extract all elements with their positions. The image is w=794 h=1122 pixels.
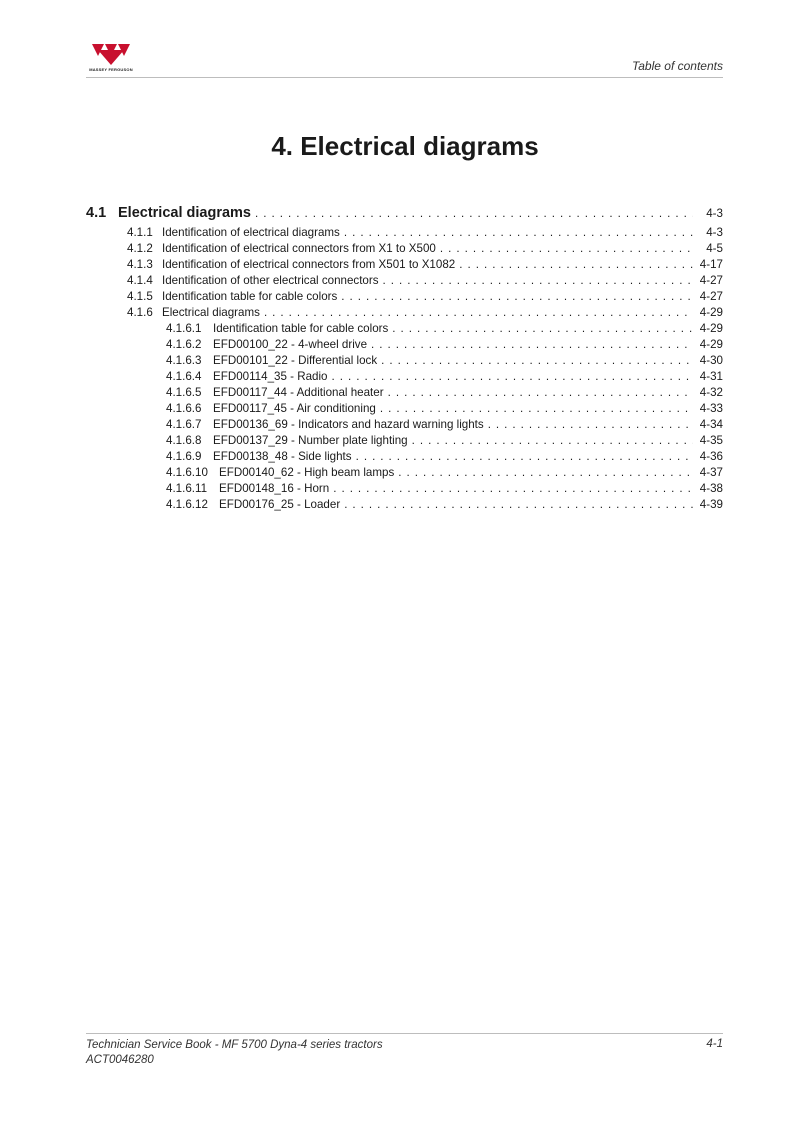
toc-entry-page: 4-36 <box>699 450 723 463</box>
toc-entry-title: EFD00101_22 - Differential lock <box>213 354 378 367</box>
toc-dot-leader <box>380 402 693 415</box>
toc-dot-leader <box>459 258 693 271</box>
toc-entry[interactable] <box>86 354 723 370</box>
toc-entry-title: EFD00148_16 - Horn <box>219 482 330 495</box>
toc-entry[interactable] <box>86 290 723 306</box>
toc-entry[interactable] <box>86 498 723 514</box>
toc-entry-page: 4-32 <box>699 386 723 399</box>
toc-entry-title: EFD00136_69 - Indicators and hazard warning lights <box>213 418 484 431</box>
toc-entry-title: EFD00138_48 - Side lights <box>213 450 352 463</box>
toc-dot-leader <box>333 482 693 495</box>
triple-triangle-logo-icon <box>84 40 138 66</box>
toc-entry-page: 4-3 <box>706 226 723 239</box>
toc-entry-number: 4.1.6.8 <box>166 434 202 447</box>
toc-entry-page: 4-29 <box>699 306 723 319</box>
toc-entry-page: 4-39 <box>699 498 723 511</box>
toc-entry-title: Electrical diagrams <box>162 306 260 319</box>
toc-entry-page: 4-27 <box>699 290 723 303</box>
header-divider <box>86 77 723 78</box>
toc-entry-title: Identification of other electrical connectors <box>162 274 379 287</box>
toc-entry-number: 4.1.6.9 <box>166 450 202 463</box>
toc-dot-leader <box>264 306 693 319</box>
toc-dot-leader <box>440 242 693 255</box>
toc-dot-leader <box>255 205 693 221</box>
toc-dot-leader <box>398 466 693 479</box>
footer-doc-code: ACT0046280 <box>86 1054 154 1066</box>
toc-dot-leader <box>412 434 693 447</box>
toc-entry-number: 4.1.5 <box>127 290 153 303</box>
toc-entry[interactable] <box>86 306 723 322</box>
toc-entry-page: 4-31 <box>699 370 723 383</box>
toc-dot-leader <box>488 418 693 431</box>
toc-entry-number: 4.1 <box>86 205 107 221</box>
toc-entry-number: 4.1.4 <box>127 274 153 287</box>
toc-entry[interactable] <box>86 466 723 482</box>
toc-dot-leader <box>344 226 693 239</box>
toc-entry-title: EFD00100_22 - 4-wheel drive <box>213 338 368 351</box>
toc-entry-page: 4-29 <box>699 338 723 351</box>
toc-entry[interactable] <box>86 226 723 242</box>
toc-entry-number: 4.1.6.1 <box>166 322 202 335</box>
toc-dot-leader <box>383 274 693 287</box>
toc-dot-leader <box>341 290 693 303</box>
toc-entry-title: EFD00117_45 - Air conditioning <box>213 402 376 415</box>
logo-text: MASSEY FERGUSON <box>89 67 133 72</box>
toc-entry-page: 4-30 <box>699 354 723 367</box>
toc-entry-title: EFD00114_35 - Radio <box>213 370 328 383</box>
toc-entry-title: Electrical diagrams <box>118 205 251 221</box>
toc-entry-number: 4.1.6 <box>127 306 153 319</box>
toc-entry[interactable] <box>86 482 723 498</box>
toc-entry-number: 4.1.6.7 <box>166 418 202 431</box>
toc-entry[interactable] <box>86 418 723 434</box>
toc-entry-page: 4-37 <box>699 466 723 479</box>
toc-entry-page: 4-3 <box>706 207 723 220</box>
toc-entry-number: 4.1.6.6 <box>166 402 202 415</box>
toc-entry-number: 4.1.6.2 <box>166 338 202 351</box>
massey-ferguson-logo <box>84 40 138 74</box>
toc-entry-number: 4.1.6.12 <box>166 498 208 511</box>
toc-entry-title: Identification of electrical connectors from X1 to X500 <box>162 242 436 255</box>
toc-entry[interactable] <box>86 402 723 418</box>
toc-dot-leader <box>356 450 693 463</box>
toc-entry-page: 4-27 <box>699 274 723 287</box>
toc-entry[interactable] <box>86 258 723 274</box>
toc-entry-title: Identification of electrical connectors from X501 to X1082 <box>162 258 456 271</box>
footer-book-title: Technician Service Book - MF 5700 Dyna-4 series tractors <box>86 1039 383 1051</box>
toc-entry-page: 4-34 <box>699 418 723 431</box>
toc-entry-number: 4.1.6.11 <box>166 482 208 495</box>
toc-entry-page: 4-5 <box>706 242 723 255</box>
toc-entry[interactable] <box>86 434 723 450</box>
toc-entry-number: 4.1.1 <box>127 226 153 239</box>
footer-info <box>86 1038 383 1068</box>
toc-dot-leader <box>344 498 693 511</box>
toc-dot-leader <box>381 354 693 367</box>
toc-dot-leader <box>388 386 693 399</box>
toc-entry-page: 4-33 <box>699 402 723 415</box>
toc-entry[interactable] <box>86 338 723 354</box>
toc-entry[interactable] <box>86 205 723 226</box>
footer-divider <box>86 1033 723 1034</box>
toc-entry-title: Identification of electrical diagrams <box>162 226 340 239</box>
toc-entry-page: 4-29 <box>699 322 723 335</box>
chapter-title: 4. Electrical diagrams <box>271 131 539 161</box>
toc-entry-number: 4.1.2 <box>127 242 153 255</box>
toc-entry-number: 4.1.6.10 <box>166 466 208 479</box>
toc-entry[interactable] <box>86 274 723 290</box>
toc-dot-leader <box>392 322 693 335</box>
toc-entry-number: 4.1.6.3 <box>166 354 202 367</box>
header-section-label: Table of contents <box>632 59 723 73</box>
toc-entry[interactable] <box>86 370 723 386</box>
toc-entry-title: EFD00117_44 - Additional heater <box>213 386 384 399</box>
toc-entry-number: 4.1.6.4 <box>166 370 202 383</box>
toc-entry[interactable] <box>86 386 723 402</box>
toc-entry-number: 4.1.3 <box>127 258 153 271</box>
toc-entry-page: 4-17 <box>699 258 723 271</box>
table-of-contents <box>86 205 723 514</box>
toc-entry-title: EFD00176_25 - Loader <box>219 498 341 511</box>
toc-entry-title: EFD00137_29 - Number plate lighting <box>213 434 408 447</box>
toc-entry-number: 4.1.6.5 <box>166 386 202 399</box>
toc-entry[interactable] <box>86 322 723 338</box>
toc-entry-page: 4-38 <box>699 482 723 495</box>
toc-entry-title: Identification table for cable colors <box>213 322 389 335</box>
toc-entry[interactable] <box>86 450 723 466</box>
toc-entry[interactable] <box>86 242 723 258</box>
toc-entry-page: 4-35 <box>699 434 723 447</box>
toc-entry-title: EFD00140_62 - High beam lamps <box>219 466 395 479</box>
toc-dot-leader <box>332 370 693 383</box>
toc-entry-title: Identification table for cable colors <box>162 290 338 303</box>
toc-dot-leader <box>371 338 693 351</box>
footer-page-number: 4-1 <box>706 1038 723 1050</box>
